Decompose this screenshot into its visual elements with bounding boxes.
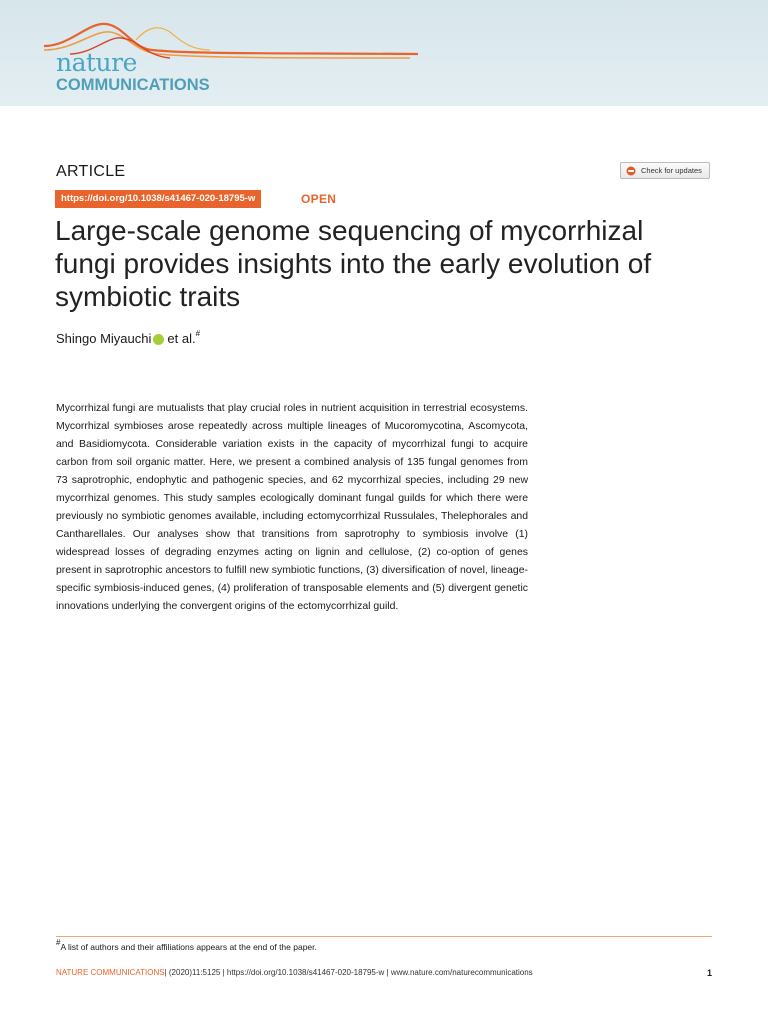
crossmark-icon xyxy=(626,166,636,176)
author-footnote-mark: # xyxy=(195,329,201,338)
author-line xyxy=(56,331,200,346)
article-title: Large-scale genome sequencing of mycorrhizal fungi provides insights into the early evolution of symbiotic traits xyxy=(55,215,652,312)
logo-nature-text: nature xyxy=(56,48,137,77)
doi-link-badge[interactable]: https://doi.org/10.1038/s41467-020-18795-w xyxy=(55,190,261,208)
orcid-icon[interactable] xyxy=(153,334,164,345)
open-access-label: OPEN xyxy=(301,192,337,206)
footnote-text: A list of authors and their affiliations appears at the end of the paper. xyxy=(60,942,317,952)
footer-citation: | (2020)11:5125 | https://doi.org/10.1038/s41467-020-18795-w | www.nature.com/naturecommunications xyxy=(164,968,533,977)
author-footnote xyxy=(56,938,317,952)
logo-communications-text: COMMUNICATIONS xyxy=(56,76,210,94)
page-footer xyxy=(56,968,712,977)
footer-journal-name: NATURE COMMUNICATIONS xyxy=(56,968,165,977)
abstract-paragraph: Mycorrhizal fungi are mutualists that play crucial roles in nutrient acquisition in terrestrial ecosystems. Mycorrhizal symbioses arose repeatedly across multiple lineages of Mucoromycotina, Ascomycota, and Basidiomycota. Considerable variation exists in the capacity of mycorrhizal fungi to acquire carbon from soil organic matter. Here, we present a combined analysis of 135 fungal genomes from 73 saprotrophic, endophytic and pathogenic species, and 62 mycorrhizal species, including 29 new mycorrhizal genomes. This study samples ecologically dominant fungal guilds for which there were previously no symbiotic genomes available, including ectomycorrhizal Russulales, Thelephorales and Cantharellales. Our analyses show that transitions from saprotrophy to symbiosis involve (1) widespread losses of degrading enzymes acting on lignin and cellulose, (2) co-option of genes present in saprotrophic ancestors to fulfill new symbiotic functions, (3) diversification of novel, lineage-specific symbiosis-induced genes, (4) proliferation of transposable elements and (5) divergent genetic innovations underlying the convergent origins of the ectomycorrhizal guild. xyxy=(56,403,528,612)
article-type-label: ARTICLE xyxy=(56,163,126,180)
check-for-updates-label: Check for updates xyxy=(641,166,702,175)
header-band xyxy=(0,0,768,106)
author-suffix: et al. xyxy=(167,331,196,346)
footnote-mark: # xyxy=(56,938,61,947)
author-name[interactable]: Shingo Miyauchi xyxy=(56,331,152,346)
footer-divider xyxy=(56,936,712,937)
page-number: 1 xyxy=(706,968,712,978)
check-for-updates-button[interactable] xyxy=(620,162,710,179)
